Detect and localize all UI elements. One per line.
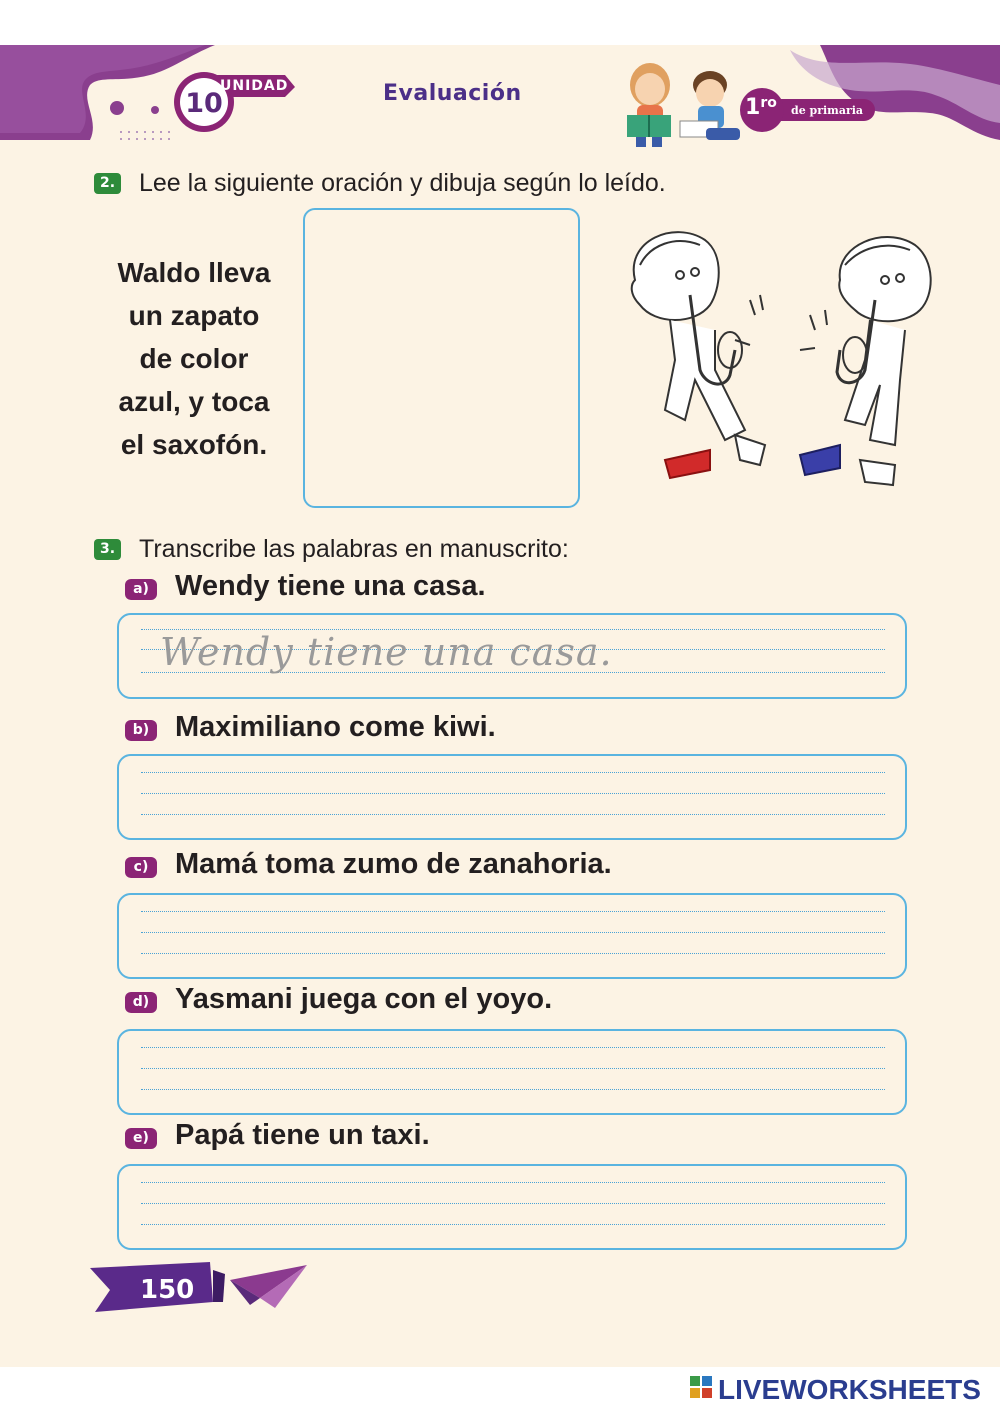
- guide-line: [141, 1068, 885, 1069]
- guide-line: [141, 953, 885, 954]
- item-a-text: Wendy tiene una casa.: [175, 570, 486, 602]
- unit-number: 10: [185, 88, 223, 119]
- sentence-line: Waldo lleva: [117, 257, 271, 288]
- item-b-text: Maximiliano come kiwi.: [175, 711, 496, 743]
- question-3-instruction: Transcribe las palabras en manuscrito:: [139, 535, 569, 563]
- sentence-line: de color: [139, 343, 249, 374]
- item-c-answer-box[interactable]: [117, 893, 907, 979]
- guide-line: [141, 1224, 885, 1225]
- guide-line: [141, 932, 885, 933]
- item-d-answer-box[interactable]: [117, 1029, 907, 1115]
- item-b-letter: b): [125, 720, 157, 741]
- guide-line: [141, 1047, 885, 1048]
- guide-line: [141, 1089, 885, 1090]
- item-a-letter: a): [125, 579, 157, 600]
- question-2-instruction: Lee la siguiente oración y dibuja según lo leído.: [139, 169, 666, 197]
- grade-text: de primaria: [791, 104, 864, 117]
- guide-line: [141, 1203, 885, 1204]
- guide-line: [141, 793, 885, 794]
- sentence-line: azul, y toca: [118, 386, 270, 417]
- sentence-line: el saxofón.: [120, 429, 268, 460]
- liveworksheets-logo-icon: [690, 1376, 714, 1402]
- item-e-answer-box[interactable]: [117, 1164, 907, 1250]
- worksheet-page: [0, 45, 1000, 1367]
- sentence-line: un zapato: [128, 300, 260, 331]
- grade-number: 1: [745, 95, 761, 120]
- item-a-answer: Wendy tiene una casa.: [160, 630, 613, 674]
- guide-line: [141, 1182, 885, 1183]
- question-2-number: 2.: [94, 173, 121, 194]
- item-d-text: Yasmani juega con el yoyo.: [175, 983, 553, 1015]
- question-3-number: 3.: [94, 539, 121, 560]
- reading-sentence: [88, 251, 300, 466]
- guide-line: [141, 772, 885, 773]
- page-number-ribbon: [85, 1260, 315, 1320]
- saxophone-kids-illustration: [615, 220, 955, 510]
- grade-badge: [745, 95, 777, 120]
- brand-name[interactable]: LIVEWORKSHEETS: [718, 1374, 981, 1405]
- page-number: 150: [140, 1275, 195, 1305]
- guide-line: [141, 911, 885, 912]
- drawing-area[interactable]: [303, 208, 580, 508]
- item-c-text: Mamá toma zumo de zanahoria.: [175, 848, 612, 880]
- item-c-letter: c): [125, 857, 157, 878]
- item-d-letter: d): [125, 992, 157, 1013]
- grade-suffix: ro: [760, 95, 777, 111]
- item-e-text: Papá tiene un taxi.: [175, 1119, 430, 1151]
- page-title: Evaluación: [383, 81, 522, 106]
- unit-label: UNIDAD: [220, 78, 289, 94]
- item-e-letter: e): [125, 1128, 157, 1149]
- item-b-answer-box[interactable]: [117, 754, 907, 840]
- guide-line: [141, 814, 885, 815]
